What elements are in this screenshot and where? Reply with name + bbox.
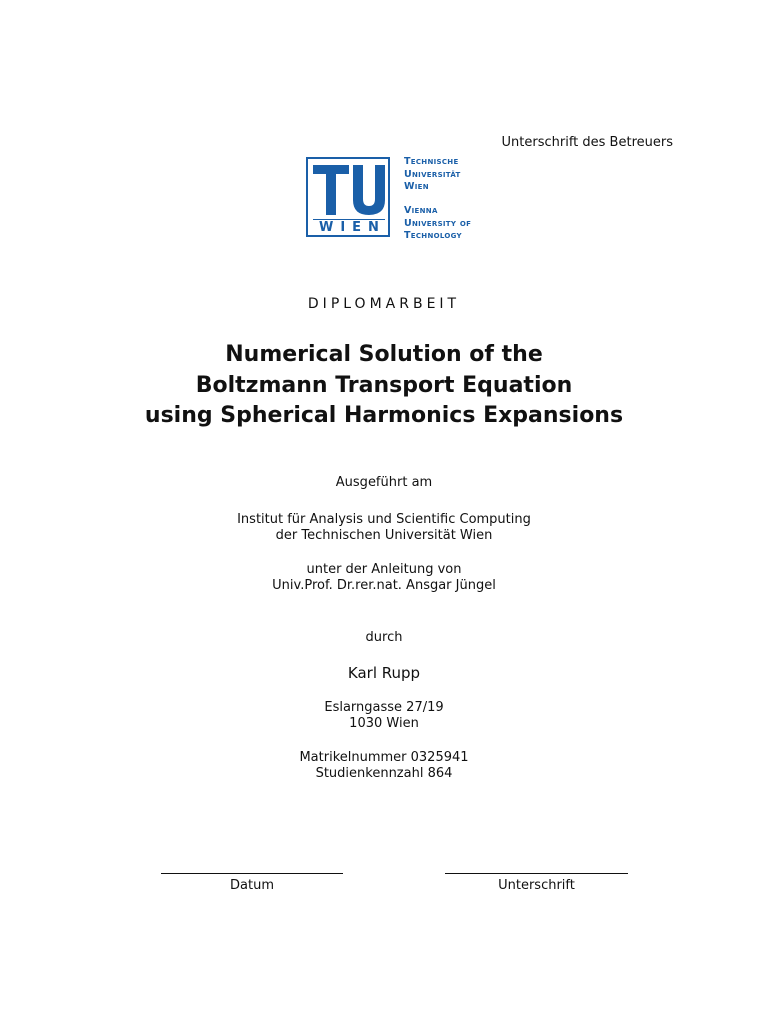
signature-line — [445, 873, 628, 874]
signature-fields — [0, 870, 768, 900]
supervisor-signature-label: Unterschrift des Betreuers — [501, 135, 673, 150]
logo-text-line: Technology — [404, 230, 462, 241]
logo-text-en — [404, 205, 471, 243]
tu-wien-logo — [306, 157, 496, 243]
date-line — [161, 873, 343, 874]
thesis-title — [0, 340, 768, 432]
logo-text-line: Vienna — [404, 205, 438, 216]
logo-wien-text: WIEN — [313, 219, 385, 234]
logo-tu-letters — [313, 165, 385, 215]
logo-text-line: Wien — [404, 181, 429, 192]
by-label: durch — [365, 630, 403, 645]
author-name: Karl Rupp — [347, 664, 421, 682]
matrikel-number: Matrikelnummer 0325941 — [299, 750, 469, 765]
document-type: DIPLOMARBEIT — [307, 296, 461, 312]
supervision-intro: unter der Anleitung von — [306, 562, 462, 577]
institute-line-1: Institut für Analysis und Scientific Computing — [237, 512, 531, 527]
studienkennzahl: Studienkennzahl 864 — [315, 766, 453, 781]
date-label: Datum — [230, 878, 274, 893]
institute-line-2: der Technischen Universität Wien — [275, 528, 493, 543]
logo-text-line: Universität — [404, 168, 461, 180]
signature-label: Unterschrift — [498, 878, 575, 893]
title-line: Boltzmann Transport Equation — [195, 372, 573, 398]
logo-text-line: University of — [404, 217, 472, 229]
logo-text-de — [404, 156, 461, 194]
title-line: using Spherical Harmonics Expansions — [144, 403, 624, 428]
supervisor-name: Univ.Prof. Dr.rer.nat. Ansgar Jüngel — [272, 578, 496, 593]
logo-mark — [306, 157, 390, 237]
title-line: Numerical Solution of the — [225, 342, 543, 367]
logo-text-line: Technische — [404, 156, 459, 167]
author-city: 1030 Wien — [349, 716, 419, 731]
executed-at-label: Ausgeführt am — [335, 475, 433, 490]
author-street: Eslarngasse 27/19 — [324, 700, 444, 715]
